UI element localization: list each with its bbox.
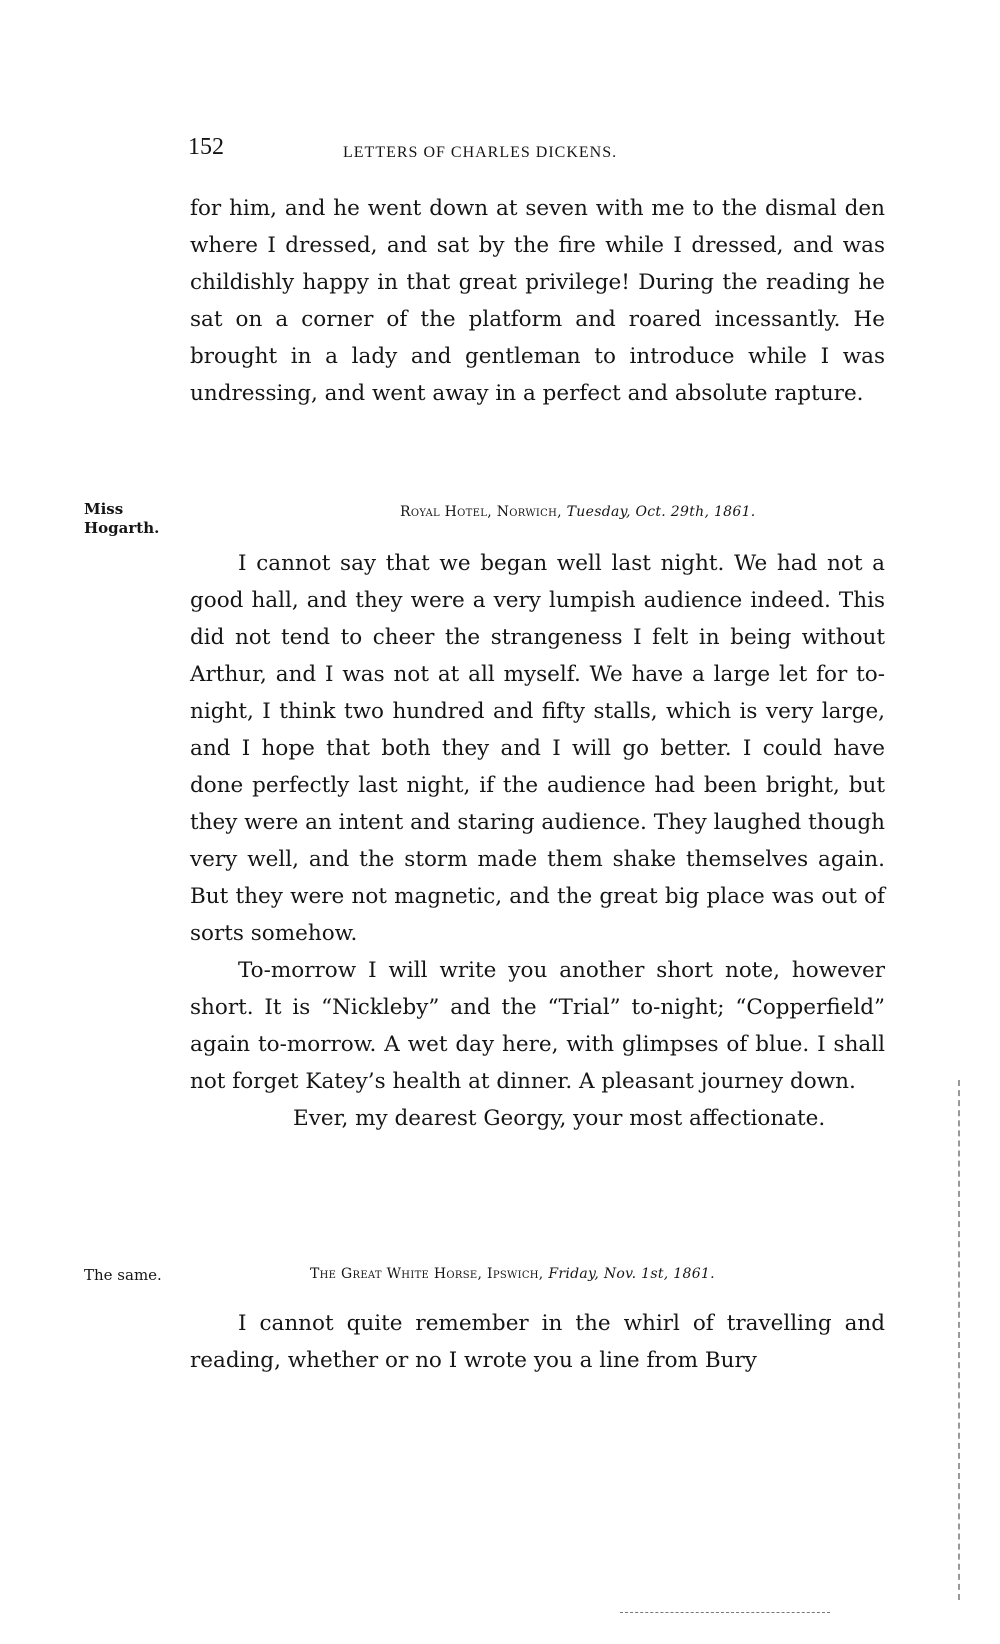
margin-note-recipient: Miss Hogarth. bbox=[84, 500, 160, 537]
margin-note-recipient-2: The same. bbox=[84, 1266, 162, 1284]
continuation-text bbox=[190, 190, 885, 412]
letter-signoff: Ever, my dearest Georgy, your most affectionate. bbox=[293, 1106, 826, 1131]
letter-place: Royal Hotel, Norwich, bbox=[400, 504, 562, 520]
letter-dateline-2 bbox=[310, 1266, 715, 1282]
letter-dateline bbox=[400, 504, 756, 520]
letter-place-2: The Great White Horse, Ipswich, bbox=[310, 1266, 544, 1282]
letter-body bbox=[190, 545, 885, 1137]
continuation-paragraph: for him, and he went down at seven with me to the dismal den where I dressed, and sat by the fire while I dressed, and was childishly happy in that great privilege! During the reading he sat on a corner of the platform and roared incessantly. He brought in a lady and gentleman to introduce while I was undressing, and went away in a perfect and absolute rapture. bbox=[190, 196, 885, 406]
running-head bbox=[188, 134, 908, 170]
letter-paragraph: To-morrow I will write you another short note, however short. It is “Nickleby” and the “Trial” to-night; “Copperfield” again to-morrow. A wet day here, with glimpses of blue. I shall not forget Katey’s health at dinner. A pleasant journey down. bbox=[190, 958, 885, 1094]
letter-body-2 bbox=[190, 1305, 885, 1379]
book-title: LETTERS OF CHARLES DICKENS. bbox=[343, 144, 618, 161]
page-number: 152 bbox=[188, 134, 224, 160]
footer-rule bbox=[620, 1612, 830, 1613]
letter-paragraph-2: I cannot quite remember in the whirl of travelling and reading, whether or no I wrote you a line from Bury bbox=[190, 1311, 885, 1373]
letter-date: Tuesday, Oct. 29th, 1861. bbox=[566, 504, 756, 520]
letter-paragraph: I cannot say that we began well last night. We had not a good hall, and they were a very lumpish audience indeed. This did not tend to cheer the strangeness I felt in being without Arthur, and I was not at all myself. We have a large let for to-night, I think two hundred and fifty stalls, which is very large, and I hope that both they and I will go better. I could have done perfectly last night, if the audience had been bright, but they were an intent and staring audience. They laughed though very well, and the storm made them shake themselves again. But they were not magnetic, and the great big place was out of sorts somehow. bbox=[190, 551, 885, 946]
letter-date-2: Friday, Nov. 1st, 1861. bbox=[548, 1266, 715, 1282]
page-edge-shadow bbox=[955, 1080, 960, 1600]
